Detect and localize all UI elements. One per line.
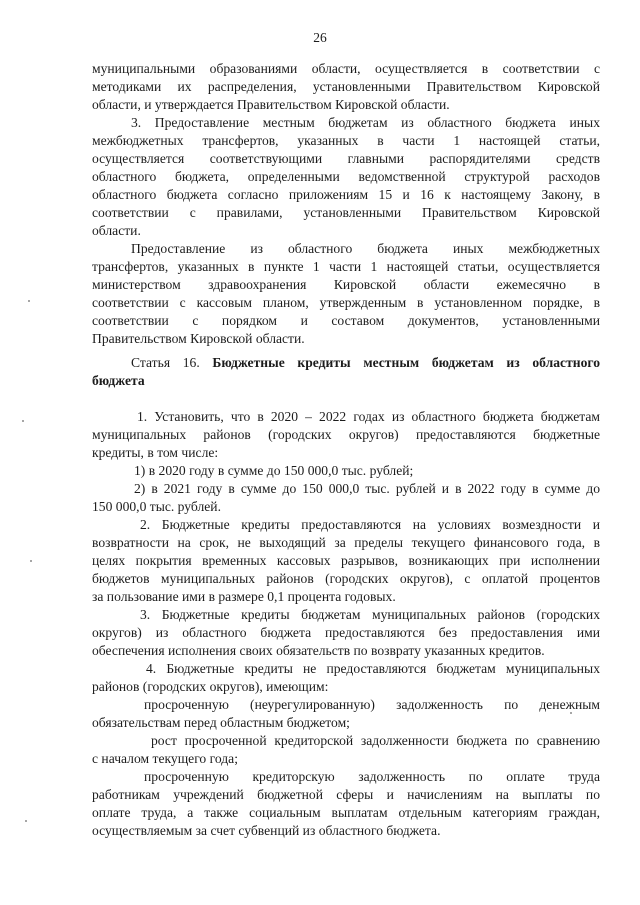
text-line: трансфертов, указанных в пункте 1 части 1 настоящей статьи, осуществляется — [92, 259, 600, 274]
scan-speck — [570, 712, 572, 714]
text-line: Правительством Кировской области. — [92, 331, 305, 346]
text-line: возвратности на срок, не выходящий за пределы текущего финансового года, в — [92, 535, 600, 550]
text-line: обязательствам перед областным бюджетом; — [92, 715, 350, 730]
text-line: работникам учреждений бюджетной сферы и начислениям на выплаты по — [92, 787, 600, 802]
text-line: области. — [92, 223, 141, 238]
scan-speck — [30, 560, 32, 562]
text-line: районов (городских округов), имеющим: — [92, 679, 329, 694]
text-line: оплате труда, а также социальным выплатам отдельным категориям граждан, — [92, 805, 600, 820]
text-line: 1) в 2020 году в сумме до 150 000,0 тыс. рублей; — [134, 463, 414, 478]
text-line: осуществляемым за счет субвенций из областного бюджета. — [92, 823, 441, 838]
scan-speck — [22, 420, 24, 422]
article-heading-cont — [92, 372, 600, 390]
scan-speck — [28, 300, 30, 302]
text-line: соответствии с порядком и составом документов, установленными — [92, 313, 600, 328]
text-line: области, и утверждается Правительством Кировской области. — [92, 97, 450, 112]
text-line: 3. Бюджетные кредиты бюджетам муниципальных районов (городских — [140, 607, 600, 622]
text-line: с началом текущего года; — [92, 751, 238, 766]
text-line: 3. Предоставление местным бюджетам из областного бюджета иных — [131, 115, 600, 130]
text-line: муниципальными образованиями области, осуществляется в соответствии с — [92, 61, 600, 76]
text-line: областного бюджета, определенными ведомственной структурой расходов — [92, 169, 600, 184]
text-line: просроченную кредиторскую задолженность по оплате труда — [144, 769, 600, 784]
text-line: просроченную (неурегулированную) задолженность по денежным — [144, 697, 600, 712]
text-line: областного бюджета согласно приложениям 15 и 16 к настоящему Закону, в — [92, 187, 600, 202]
article-heading — [131, 354, 600, 372]
text-line: министерством здравоохранения Кировской области ежемесячно в — [92, 277, 600, 292]
text-line: 2) в 2021 году в сумме до 150 000,0 тыс. рублей и в 2022 году в сумме до — [134, 481, 600, 496]
text-line: Предоставление из областного бюджета иных межбюджетных — [131, 241, 600, 256]
text-line: целях покрытия временных кассовых разрывов, возникающих при исполнении — [92, 553, 600, 568]
text-line: бюджетов муниципальных районов (городских округов), с оплатой процентов — [92, 571, 600, 586]
text-line: соответствии с кассовым планом, утвержденным в установленном порядке, в — [92, 295, 600, 310]
text-line: 2. Бюджетные кредиты предоставляются на условиях возмездности и — [140, 517, 600, 532]
scan-speck — [25, 820, 27, 822]
text-line: соответствии с правилами, установленными Правительством Кировской — [92, 205, 600, 220]
text-line: межбюджетных трансфертов, указанных в части 1 настоящей статьи, — [92, 133, 600, 148]
article-title-line1: Бюджетные кредиты местным бюджетам из областного — [212, 355, 601, 370]
text-line: кредиты, в том числе: — [92, 445, 219, 460]
text-line: обеспечения исполнения своих обязательств по возврату указанных кредитов. — [92, 643, 545, 658]
text-line: 150 000,0 тыс. рублей. — [92, 499, 221, 514]
text-line: 1. Установить, что в 2020 – 2022 годах из областного бюджета бюджетам — [137, 409, 600, 424]
page-number: 26 — [313, 30, 327, 45]
text-line: округов) из областного бюджета предоставляются без предоставления ими — [92, 625, 600, 640]
article-title-line2: бюджета — [92, 373, 145, 388]
text-line: муниципальных районов (городских округов) предоставляются бюджетные — [92, 427, 600, 442]
text-line: осуществляется соответствующими главными распорядителями средств — [92, 151, 600, 166]
text-line: методиками их распределения, установленными Правительством Кировской — [92, 79, 600, 94]
text-line: 4. Бюджетные кредиты не предоставляются бюджетам муниципальных — [146, 661, 600, 676]
article-prefix: Статья 16. — [131, 355, 200, 370]
text-line: за пользование ими в размере 0,1 процента годовых. — [92, 589, 396, 604]
text-line: рост просроченной кредиторской задолженности бюджета по сравнению — [151, 733, 600, 748]
